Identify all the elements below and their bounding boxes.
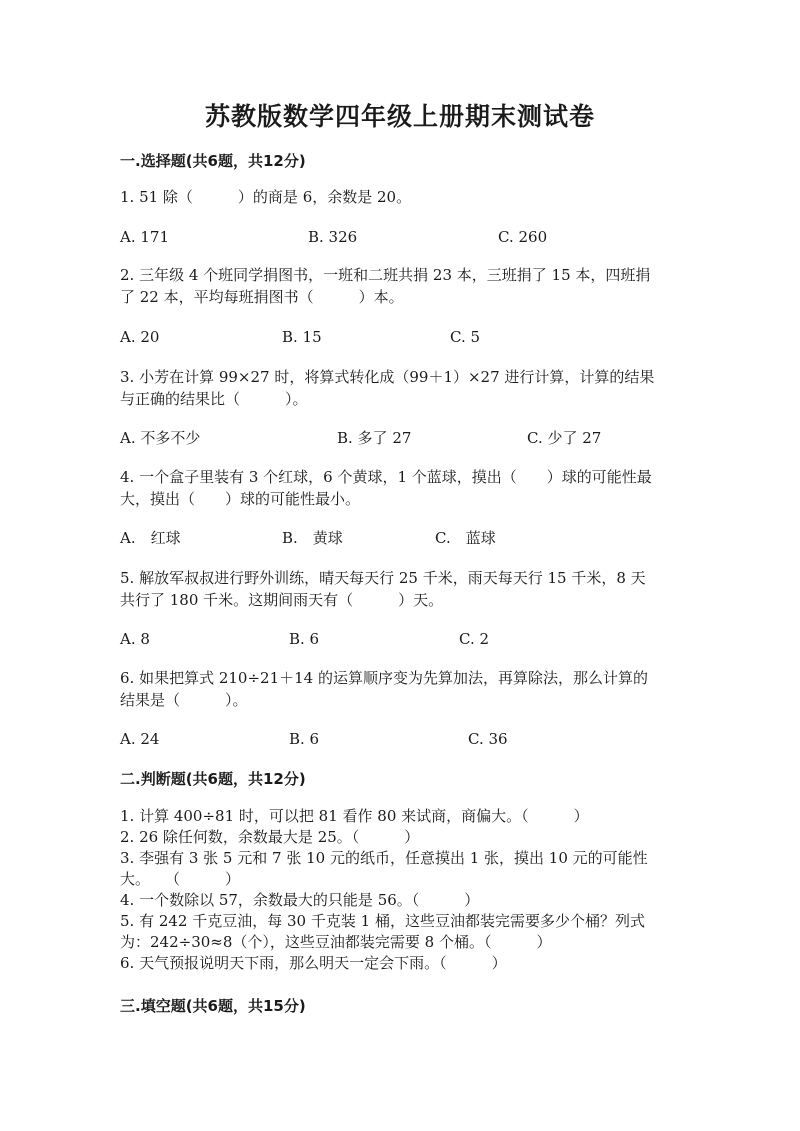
list-item: 大。 （ ） [120, 870, 241, 888]
option-b: B. 326 [308, 228, 358, 246]
option-b: B. 15 [282, 328, 322, 346]
option-c: C. 蓝球 [435, 529, 496, 547]
section-heading-choice: 一.选择题(共6题，共12分) [120, 152, 306, 170]
question-line: 4. 一个盒子里装有 3 个红球，6 个黄球，1 个蓝球，摸出（ ）球的可能性最 [120, 468, 652, 486]
question-line: 1. 51 除（ ）的商是 6，余数是 20。 [120, 188, 412, 206]
option-a: A. 20 [120, 328, 160, 346]
question-line: 5. 解放军叔叔进行野外训练，晴天每天行 25 千米，雨天每天行 15 千米，8 天 [120, 569, 646, 587]
question-5 [120, 567, 685, 611]
question-line: 3. 小芳在计算 99×27 时，将算式转化成（99＋1）×27 进行计算，计算的结果 [120, 368, 655, 386]
option-b: B. 多了 27 [337, 429, 412, 447]
option-a: A. 8 [120, 630, 150, 648]
section-heading-true-false: 二.判断题(共6题，共12分) [120, 770, 306, 788]
option-c: C. 5 [450, 328, 481, 346]
question-line: 大，摸出（ ）球的可能性最小。 [120, 490, 361, 508]
list-item: 5. 有 242 千克豆油，每 30 千克装 1 桶，这些豆油都装完需要多少个桶？列式 [120, 912, 645, 930]
option-b: B. 6 [289, 630, 320, 648]
list-item: 4. 一个数除以 57，余数最大的只能是 56。（ ） [120, 891, 480, 909]
question-6 [120, 667, 685, 711]
page-title: 苏教版数学四年级上册期末测试卷 [204, 102, 595, 131]
option-b: B. 黄球 [282, 529, 343, 547]
question-3 [120, 366, 685, 410]
question-line: 结果是（ ）。 [120, 691, 248, 709]
question-line: 与正确的结果比（ ）。 [120, 390, 308, 408]
question-line: 共行了 180 千米。这期间雨天有（ ）天。 [120, 591, 444, 609]
question-line: 了 22 本，平均每班捐图书（ ）本。 [120, 288, 404, 306]
question-line: 6. 如果把算式 210÷21＋14 的运算顺序变为先算加法，再算除法，那么计算的 [120, 669, 648, 687]
list-item: 3. 李强有 3 张 5 元和 7 张 10 元的纸币，任意摸出 1 张，摸出 10 元的可能性 [120, 849, 648, 867]
list-item: 为：242÷30≈8（个），这些豆油都装完需要 8 个桶。（ ） [120, 933, 552, 951]
list-item: 2. 26 除任何数，余数最大是 25。（ ） [120, 828, 420, 846]
question-1 [120, 186, 685, 208]
option-a: A. 红球 [120, 529, 181, 547]
option-a: A. 171 [120, 228, 169, 246]
question-2 [120, 264, 685, 308]
option-b: B. 6 [289, 730, 320, 748]
option-a: A. 24 [120, 730, 160, 748]
option-c: C. 260 [498, 228, 548, 246]
option-c: C. 2 [459, 630, 490, 648]
option-c: C. 36 [468, 730, 508, 748]
true-false-list [120, 806, 685, 974]
list-item: 1. 计算 400÷81 时，可以把 81 看作 80 来试商，商偏大。（ ） [120, 807, 589, 825]
option-c: C. 少了 27 [527, 429, 602, 447]
question-line: 2. 三年级 4 个班同学捐图书，一班和二班共捐 23 本，三班捐了 15 本，四班捐 [120, 266, 651, 284]
question-4 [120, 466, 685, 510]
list-item: 6. 天气预报说明天下雨，那么明天一定会下雨。（ ） [120, 954, 507, 972]
section-heading-fill-blank: 三.填空题(共6题，共15分) [120, 997, 306, 1015]
option-a: A. 不多不少 [120, 429, 201, 447]
